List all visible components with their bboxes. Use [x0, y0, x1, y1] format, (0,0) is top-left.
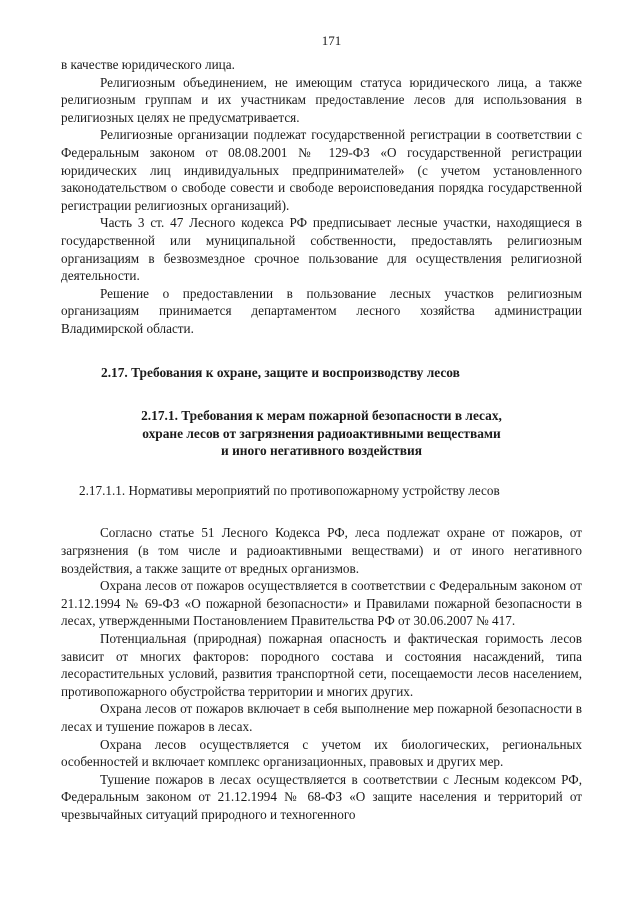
paragraph: Охрана лесов осуществляется с учетом их биологических, региональных особенностей и включает комплекс организационных, правовых и других мер.	[61, 736, 582, 770]
heading-line: охране лесов от загрязнения радиоактивными веществами	[142, 425, 501, 441]
paragraph: Решение о предоставлении в пользование лесных участков религиозным организациям принимается департаментом лесного хозяйства администрации Владимирской области.	[61, 285, 582, 336]
section-heading-2-17: 2.17. Требования к охране, защите и воспроизводству лесов	[101, 364, 460, 380]
paragraph: в качестве юридического лица.	[61, 57, 235, 72]
paragraph: Потенциальная (природная) пожарная опасность и фактическая горимость лесов зависит от многих факторов: породного состава и состояния насаждений, типа лесорастительных условий, развития транспортной сети, посещаемости лесов населением, противопожарного обустройства территории и многих других.	[61, 631, 582, 699]
paragraph: Охрана лесов от пожаров включает в себя выполнение мер пожарной безопасности в лесах и тушение пожаров в лесах.	[61, 701, 582, 734]
document-page	[61, 32, 582, 824]
paragraph: Согласно статье 51 Лесного Кодекса РФ, леса подлежат охране от пожаров, от загрязнения (в том числе и радиоактивными веществами) и от иного негативного воздействия, а также защите от вредных организмов.	[61, 525, 582, 576]
paragraph: Тушение пожаров в лесах осуществляется в соответствии с Лесным кодексом РФ, Федеральным законом от 21.12.1994 № 68-ФЗ «О защите населения и территорий от чрезвычайных ситуаций природного и техногенного	[61, 771, 582, 822]
bottom-text-block	[61, 524, 582, 823]
paragraph: Часть 3 ст. 47 Лесного кодекса РФ предписывает лесные участки, находящиеся в государственной или муниципальной собственности, предоставлять религиозным организациям в безвозмездное срочное пользование для осуществления религиозной деятельности.	[61, 215, 582, 284]
subsection-heading-2-17-1-1: 2.17.1.1. Нормативы мероприятий по противопожарному устройству лесов	[79, 482, 500, 498]
heading-line: и иного негативного воздействия	[221, 443, 422, 459]
heading-line: 2.17.1. Требования к мерам пожарной безопасности в лесах,	[141, 408, 502, 424]
top-text-block	[61, 56, 582, 338]
paragraph: Религиозные организации подлежат государственной регистрации в соответствии с Федеральным законом от 08.08.2001 № 129-ФЗ «О государственной регистрации юридических лиц индивидуальных предпринимателей» (с учетом установленного законодательством о свободе совести и свободе вероисповедания порядка государственной регистрации религиозных организаций).	[61, 127, 582, 213]
paragraph: Религиозным объединением, не имеющим статуса юридического лица, а также религиозным группам и их участникам предоставление лесов для использования в религиозных целях не предусматривается.	[61, 74, 582, 125]
paragraph: Охрана лесов от пожаров осуществляется в соответствии с Федеральным законом от 21.12.1994 № 69-ФЗ «О пожарной безопасности» и Правилами пожарной безопасности в лесах, утвержденными Постановлением Правительства РФ от 30.06.2007 № 417.	[61, 578, 582, 629]
page-number: 171	[321, 33, 342, 48]
section-heading-2-17-1	[61, 407, 582, 460]
